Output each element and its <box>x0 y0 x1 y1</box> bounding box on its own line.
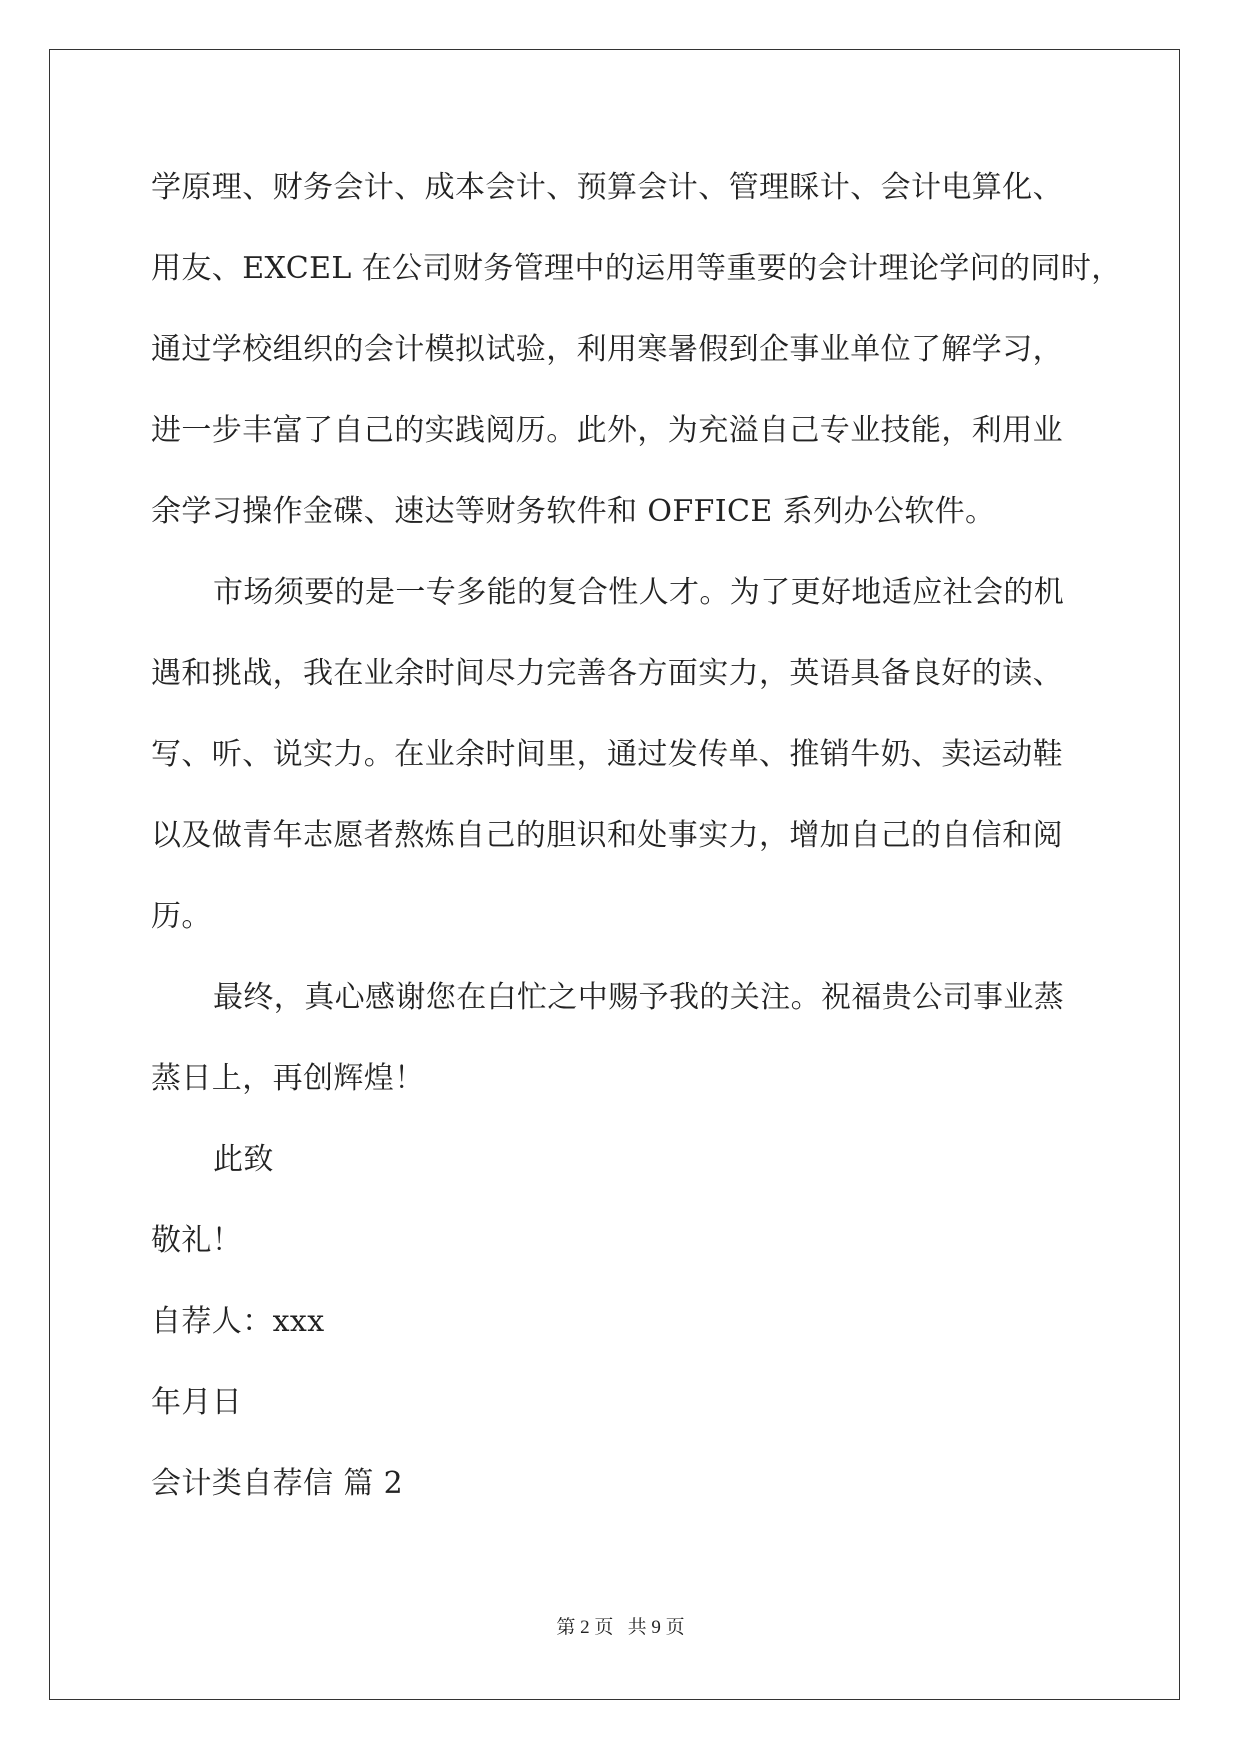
text-line: 遇和挑战，我在业余时间尽力完善各方面实力，英语具备良好的读、 <box>151 656 1063 691</box>
page-border <box>49 49 1180 1700</box>
date-line: 年月日 <box>151 1385 243 1420</box>
text-line: 通过学校组织的会计模拟试验，利用寒暑假到企事业单位了解学习， <box>151 332 1063 367</box>
text-line: 进一步丰富了自己的实践阅历。此外，为充溢自己专业技能，利用业 <box>151 413 1063 448</box>
closing-regards: 敬礼！ <box>151 1223 243 1258</box>
text-line: 余学习操作金碟、速达等财务软件和 OFFICE 系列办公软件。 <box>151 494 996 529</box>
closing-salutation: 此致 <box>213 1142 274 1177</box>
section-heading: 会计类自荐信 篇 2 <box>151 1466 404 1501</box>
text-line: 历。 <box>151 899 212 934</box>
text-line: 写、听、说实力。在业余时间里，通过发传单、推销牛奶、卖运动鞋 <box>151 737 1063 772</box>
text-line: 用友、EXCEL 在公司财务管理中的运用等重要的会计理论学问的同时， <box>151 251 1122 286</box>
text-line: 蒸日上，再创辉煌！ <box>151 1061 425 1096</box>
paragraph-start-line: 最终，真心感谢您在白忙之中赐予我的关注。祝福贵公司事业蒸 <box>213 980 1065 1015</box>
text-line: 以及做青年志愿者熬炼自己的胆识和处事实力，增加自己的自信和阅 <box>151 818 1063 853</box>
signature-line: 自荐人：xxx <box>151 1304 325 1339</box>
paragraph-start-line: 市场须要的是一专多能的复合性人才。为了更好地适应社会的机 <box>213 575 1065 610</box>
text-line: 学原理、财务会计、成本会计、预算会计、管理睬计、会计电算化、 <box>151 170 1063 205</box>
page-number-footer: 第 2 页 共 9 页 <box>556 1617 685 1638</box>
